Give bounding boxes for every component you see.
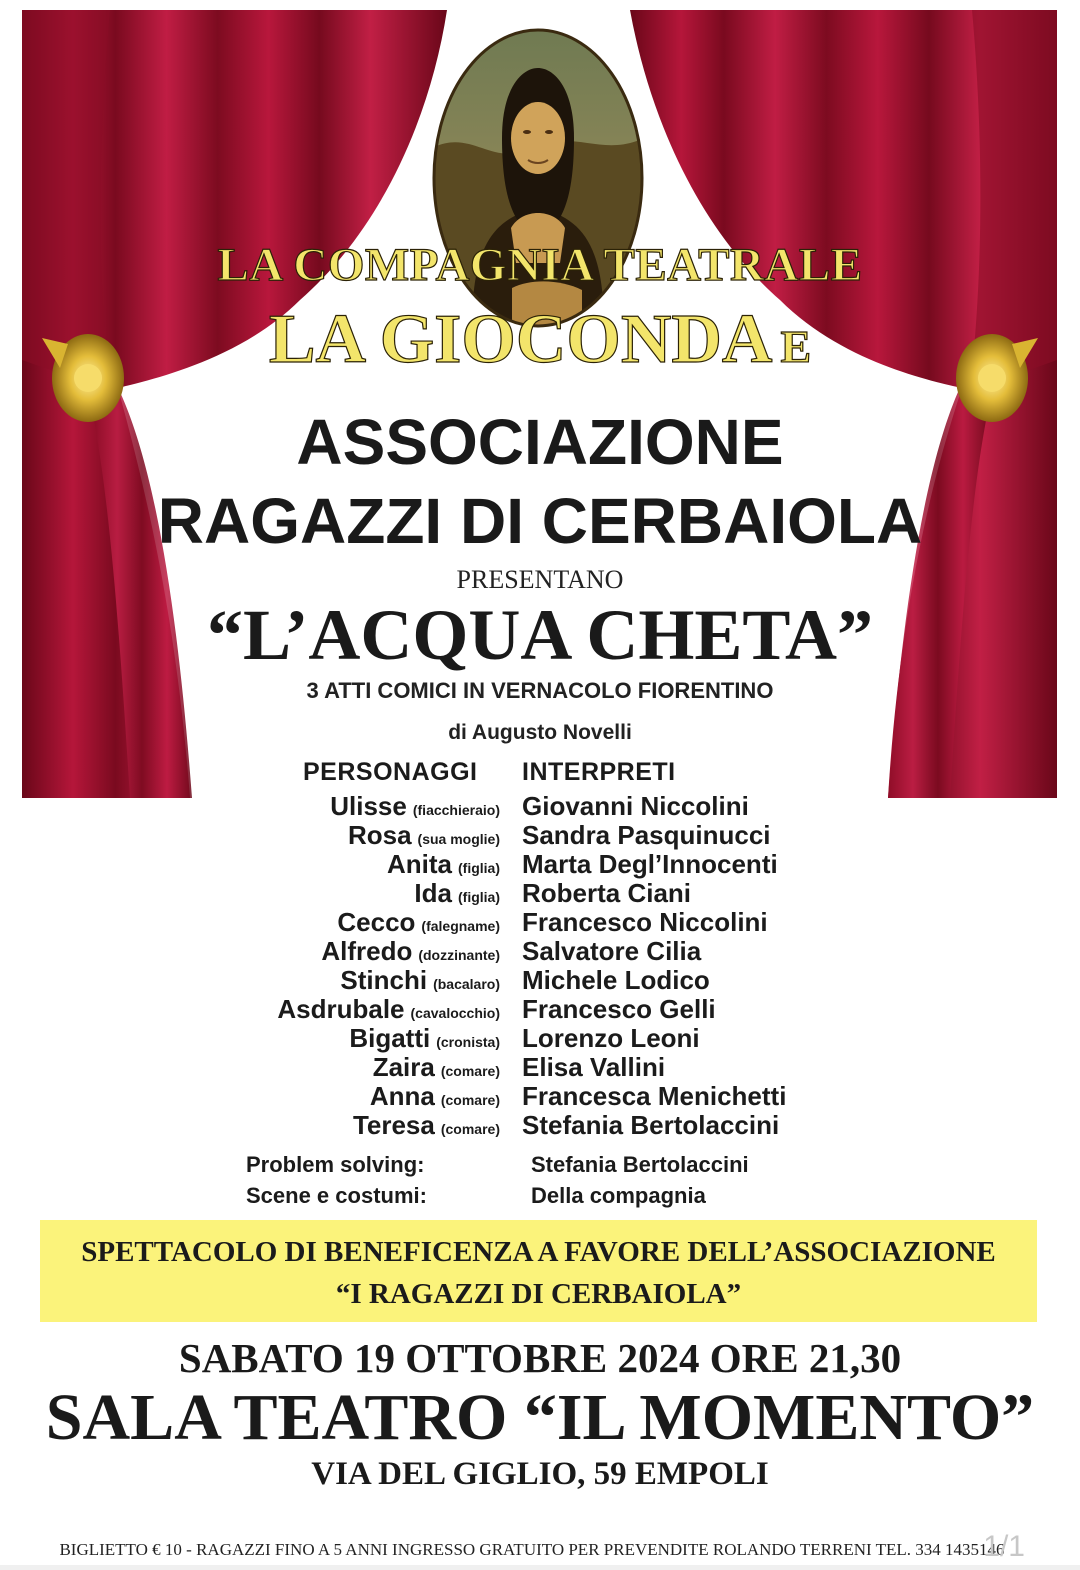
scene-costumes-label: Scene e costumi:	[246, 1183, 427, 1208]
cast-role: Ulisse (fiacchieraio)	[330, 791, 500, 821]
cast-role: Ida (figlia)	[414, 878, 500, 908]
cast-role: Bigatti (cronista)	[349, 1023, 500, 1053]
cast-row	[0, 936, 1080, 965]
play-author: di Augusto Novelli	[448, 721, 632, 744]
cast-actor: Francesca Menichetti	[522, 1081, 787, 1111]
cast-header	[0, 758, 1080, 787]
cast-row	[0, 1052, 1080, 1081]
company-heading: LA COMPAGNIA TEATRALE	[217, 239, 863, 291]
cast-row	[0, 878, 1080, 907]
scene-costumes-value: Della compagnia	[531, 1183, 706, 1208]
cast-role: Teresa (comare)	[352, 1110, 500, 1140]
cast-role: Anita (figlia)	[387, 849, 500, 879]
cast-row	[0, 791, 1080, 820]
cast-actor: Marta Degl’Innocenti	[522, 849, 778, 879]
problem-solving-label: Problem solving:	[246, 1152, 425, 1177]
event-venue: SALA TEATRO “IL MOMENTO”	[45, 1381, 1035, 1454]
event-date: SABATO 19 OTTOBRE 2024 ORE 21,30	[178, 1335, 902, 1381]
cast-role: Anna (comare)	[369, 1081, 500, 1111]
cast-role: Asdrubale (cavalocchio)	[277, 994, 500, 1024]
association-line1: ASSOCIAZIONE	[296, 406, 784, 478]
cast-row	[0, 994, 1080, 1023]
cast-actor: Francesco Gelli	[522, 994, 716, 1024]
charity-banner-line2: “I RAGAZZI DI CERBAIOLA”	[335, 1278, 742, 1310]
company-name-conjunction: E	[780, 321, 812, 372]
association-line2: RAGAZZI DI CERBAIOLA	[157, 485, 923, 557]
company-name-text: LA GIOCONDA	[268, 301, 773, 378]
play-title: “L’ACQUA CHETA”	[206, 595, 874, 675]
problem-solving-value: Stefania Bertolaccini	[531, 1152, 749, 1177]
cast-role: Alfredo (dozzinante)	[321, 936, 500, 966]
cast-actor: Stefania Bertolaccini	[522, 1110, 780, 1140]
ticket-info: BIGLIETTO € 10 - RAGAZZI FINO A 5 ANNI INGRESSO GRATUITO PER PREVENDITE ROLANDO TERRENI TEL. 334 1435146	[59, 1540, 1005, 1559]
presentano-text: PRESENTANO	[456, 565, 624, 594]
cast-actor: Francesco Niccolini	[522, 907, 768, 937]
cast-row	[0, 965, 1080, 994]
cast-actor: Roberta Ciani	[522, 878, 692, 908]
cast-actor: Lorenzo Leoni	[522, 1023, 700, 1053]
company-name	[0, 300, 1080, 380]
cast-row	[0, 820, 1080, 849]
viewer-bottom-edge	[0, 1565, 1080, 1570]
cast-actor: Michele Lodico	[522, 965, 710, 995]
page-indicator: 1/1	[983, 1530, 1025, 1563]
cast-header-actors: INTERPRETI	[522, 758, 676, 786]
cast-role: Zaira (comare)	[372, 1052, 500, 1082]
cast-header-roles: PERSONAGGI	[303, 758, 478, 786]
cast-actor: Elisa Vallini	[522, 1052, 666, 1082]
cast-role: Stinchi (bacalaro)	[340, 965, 500, 995]
cast-actor: Salvatore Cilia	[522, 936, 702, 966]
cast-row	[0, 1110, 1080, 1139]
cast-role: Rosa (sua moglie)	[347, 820, 500, 850]
cast-row	[0, 849, 1080, 878]
cast-actor: Giovanni Niccolini	[522, 791, 749, 821]
cast-role: Cecco (falegname)	[337, 907, 500, 937]
cast-row	[0, 907, 1080, 936]
cast-row	[0, 1081, 1080, 1110]
charity-banner	[40, 1220, 1037, 1322]
play-subtitle: 3 ATTI COMICI IN VERNACOLO FIORENTINO	[306, 678, 774, 703]
cast-actor: Sandra Pasquinucci	[522, 820, 771, 850]
event-address: VIA DEL GIGLIO, 59 EMPOLI	[311, 1456, 769, 1492]
charity-banner-line1: SPETTACOLO DI BENEFICENZA A FAVORE DELL’ASSOCIAZIONE	[81, 1236, 996, 1268]
cast-row	[0, 1023, 1080, 1052]
